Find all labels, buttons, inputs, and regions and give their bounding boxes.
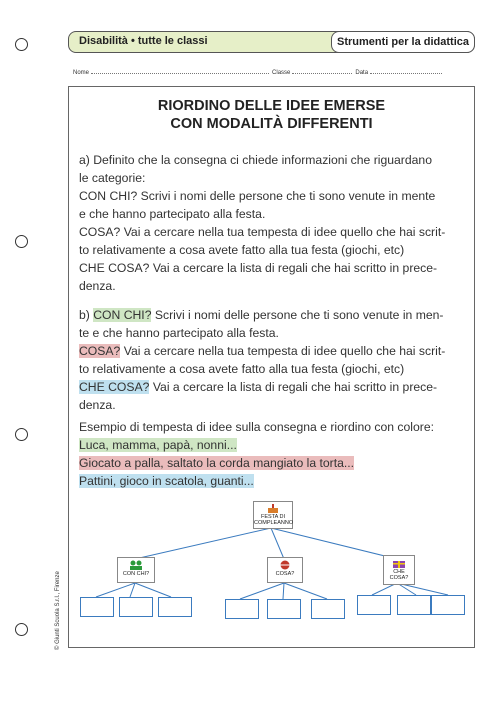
birthday-cake-icon <box>266 504 280 513</box>
section-a-line: CHE COSA? Vai a cercare la lista di regali che hai scritto in prece- <box>79 261 438 275</box>
example-intro: Esempio di tempesta di idee sulla consegna e riordino con colore: <box>79 420 434 434</box>
example-green: Luca, mamma, papà, nonni... <box>79 438 237 452</box>
class-field[interactable] <box>292 68 352 74</box>
section-a-line: COSA? Vai a cercare nella tua tempesta di idee quello che hai scrit- <box>79 225 446 239</box>
root-node: FESTA DI COMPLEANNO <box>253 501 293 529</box>
section-a-line: le categorie: <box>79 171 146 185</box>
answer-box[interactable] <box>158 597 192 617</box>
answer-box[interactable] <box>119 597 153 617</box>
section-b <box>79 306 474 414</box>
answer-box[interactable] <box>431 595 465 615</box>
name-field[interactable] <box>91 68 269 74</box>
header-category: Disabilità • tutte le classi <box>79 35 208 47</box>
cosa-highlight: COSA? <box>79 344 121 358</box>
section-a-line: CON CHI? Scrivi i nomi delle persone che ti sono venute in mente <box>79 189 436 203</box>
answer-box[interactable] <box>80 597 114 617</box>
section-a <box>79 151 474 295</box>
example-blue: Pattini, gioco in scatola, guanti... <box>79 474 254 488</box>
student-fields <box>73 68 473 76</box>
con-chi-highlight: CON CHI? <box>93 308 152 322</box>
example-red: Giocato a palla, saltato la corda mangiato la torta... <box>79 456 355 470</box>
answer-box[interactable] <box>267 599 301 619</box>
che-cosa-node: CHE COSA? <box>383 555 415 585</box>
section-a-line: e che hanno partecipato alla festa. <box>79 207 266 221</box>
section-b-line: te e che hanno partecipato alla festa. <box>79 326 279 340</box>
date-label: Data <box>355 70 369 76</box>
con-chi-node: CON CHI? <box>117 557 155 583</box>
answer-box[interactable] <box>225 599 259 619</box>
people-icon <box>128 560 144 570</box>
che-cosa-highlight: CHE COSA? <box>79 380 150 394</box>
worksheet-title-line2: CON MODALITÀ DIFFERENTI <box>170 116 373 132</box>
class-label: Classe <box>272 70 291 76</box>
example-section <box>79 418 474 490</box>
answer-box[interactable] <box>357 595 391 615</box>
copyright: © Giunti Scuola S.r.l., Firenze <box>55 571 61 650</box>
section-b-line: denza. <box>79 398 116 412</box>
gift-icon <box>391 558 407 568</box>
binder-hole-top <box>15 38 28 51</box>
header-series: Strumenti per la didattica <box>331 31 475 53</box>
cosa-node: COSA? <box>267 557 303 583</box>
ball-icon <box>277 560 293 570</box>
header-bar <box>68 31 475 53</box>
binder-hole-lower <box>15 428 28 441</box>
section-b-con-chi: b) CON CHI? Scrivi i nomi delle persone che ti sono venute in men- <box>79 308 444 322</box>
section-a-line: denza. <box>79 279 116 293</box>
answer-box[interactable] <box>311 599 345 619</box>
section-b-cosa: COSA? Vai a cercare nella tua tempesta di idee quello che hai scrit- <box>79 344 446 358</box>
binder-hole-upper <box>15 235 28 248</box>
section-a-line: a) Definito che la consegna ci chiede informazioni che riguardano <box>79 153 432 167</box>
section-a-line: to relativamente a cosa avete fatto alla tua festa (giochi, etc) <box>79 243 405 257</box>
mind-map-diagram <box>75 499 467 639</box>
answer-box[interactable] <box>397 595 431 615</box>
binder-hole-bottom <box>15 623 28 636</box>
date-field[interactable] <box>370 68 442 74</box>
section-b-line: to relativamente a cosa avete fatto alla tua festa (giochi, etc) <box>79 362 405 376</box>
name-label: Nome <box>73 70 90 76</box>
section-b-che-cosa: CHE COSA? Vai a cercare la lista di regali che hai scritto in prece- <box>79 380 438 394</box>
worksheet-title-line1: RIORDINO DELLE IDEE EMERSE <box>157 98 386 114</box>
